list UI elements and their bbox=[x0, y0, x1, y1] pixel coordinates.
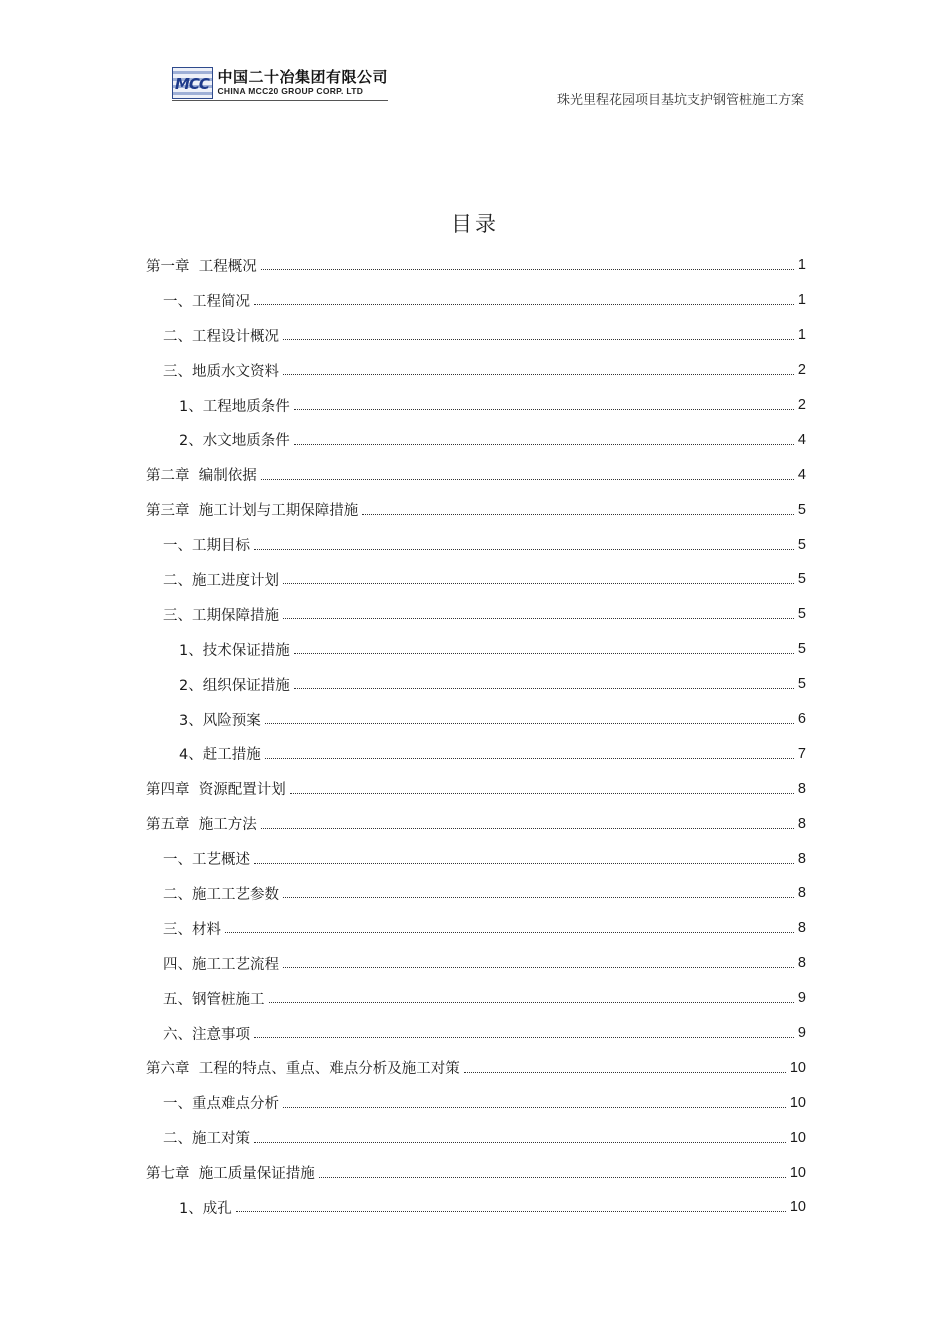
toc-leader-dots bbox=[236, 1210, 786, 1212]
table-of-contents bbox=[146, 248, 806, 1225]
toc-leader-dots bbox=[362, 513, 794, 515]
toc-entry-label: 三、材料 bbox=[163, 921, 221, 938]
toc-entry[interactable] bbox=[146, 283, 806, 318]
toc-entry-label: 四、施工工艺流程 bbox=[163, 956, 279, 973]
toc-entry[interactable] bbox=[146, 946, 806, 981]
toc-entry-page: 9 bbox=[797, 1025, 806, 1042]
toc-entry[interactable] bbox=[146, 876, 806, 911]
toc-entry-label: 一、重点难点分析 bbox=[163, 1096, 279, 1113]
toc-leader-dots bbox=[294, 443, 794, 445]
toc-entry-label: 二、施工对策 bbox=[163, 1131, 250, 1148]
toc-entry[interactable] bbox=[146, 1155, 806, 1190]
toc-leader-dots bbox=[225, 931, 794, 933]
toc-leader-dots bbox=[265, 722, 794, 724]
toc-entry-page: 10 bbox=[789, 1059, 806, 1076]
company-logo bbox=[172, 66, 388, 100]
toc-title: 目录 bbox=[451, 212, 499, 236]
toc-leader-dots bbox=[283, 896, 794, 898]
toc-entry-page: 10 bbox=[789, 1164, 806, 1181]
toc-entry-label: 第五章 施工方法 bbox=[146, 817, 257, 834]
toc-leader-dots bbox=[464, 1071, 786, 1073]
toc-entry[interactable] bbox=[146, 318, 806, 353]
toc-entry-page: 7 bbox=[797, 745, 806, 762]
toc-entry-page: 9 bbox=[797, 990, 806, 1007]
toc-entry-page: 2 bbox=[797, 362, 806, 379]
toc-entry-label: 第六章 工程的特点、重点、难点分析及施工对策 bbox=[146, 1061, 460, 1078]
toc-leader-dots bbox=[261, 478, 794, 480]
toc-entry[interactable] bbox=[146, 388, 806, 423]
toc-entry-label: 2、组织保证措施 bbox=[179, 677, 290, 694]
toc-entry[interactable] bbox=[146, 562, 806, 597]
toc-leader-dots bbox=[254, 1141, 786, 1143]
toc-leader-dots bbox=[254, 548, 794, 550]
toc-entry-label: 3、风险预案 bbox=[179, 712, 261, 729]
toc-entry[interactable] bbox=[146, 1016, 806, 1051]
toc-entry-page: 5 bbox=[797, 676, 806, 693]
toc-entry-label: 第一章 工程概况 bbox=[146, 258, 257, 275]
toc-entry[interactable] bbox=[146, 667, 806, 702]
toc-leader-dots bbox=[254, 862, 794, 864]
toc-entry-page: 4 bbox=[797, 431, 806, 448]
logo-mark-text: MCC bbox=[175, 75, 209, 93]
toc-entry-page: 5 bbox=[797, 536, 806, 553]
toc-entry-label: 三、地质水文资料 bbox=[163, 363, 279, 380]
toc-entry-label: 2、水文地质条件 bbox=[179, 433, 290, 450]
toc-leader-dots bbox=[294, 687, 794, 689]
toc-leader-dots bbox=[294, 652, 794, 654]
toc-entry-label: 4、赶工措施 bbox=[179, 747, 261, 764]
toc-entry[interactable] bbox=[146, 806, 806, 841]
toc-entry-page: 6 bbox=[797, 711, 806, 728]
mcc-logo-icon bbox=[172, 67, 213, 99]
toc-entry-page: 5 bbox=[797, 571, 806, 588]
toc-entry-label: 第二章 编制依据 bbox=[146, 468, 257, 485]
toc-entry-page: 5 bbox=[797, 641, 806, 658]
toc-entry-page: 5 bbox=[797, 606, 806, 623]
toc-leader-dots bbox=[283, 338, 794, 340]
toc-entry[interactable] bbox=[146, 1120, 806, 1155]
toc-entry-page: 8 bbox=[797, 955, 806, 972]
toc-entry-label: 二、施工工艺参数 bbox=[163, 886, 279, 903]
toc-leader-dots bbox=[283, 582, 794, 584]
toc-leader-dots bbox=[290, 792, 794, 794]
toc-entry-page: 5 bbox=[797, 501, 806, 518]
toc-entry[interactable] bbox=[146, 1190, 806, 1225]
toc-entry[interactable] bbox=[146, 1085, 806, 1120]
toc-entry-label: 二、施工进度计划 bbox=[163, 572, 279, 589]
toc-entry-page: 1 bbox=[797, 257, 806, 274]
toc-entry-label: 第七章 施工质量保证措施 bbox=[146, 1166, 315, 1183]
toc-entry-label: 1、工程地质条件 bbox=[179, 398, 290, 415]
document-header-title: 珠光里程花园项目基坑支护钢管桩施工方案 bbox=[556, 93, 804, 108]
toc-entry[interactable] bbox=[146, 702, 806, 737]
toc-leader-dots bbox=[261, 268, 794, 270]
toc-entry-label: 一、工艺概述 bbox=[163, 852, 250, 869]
toc-leader-dots bbox=[319, 1176, 786, 1178]
toc-entry-page: 10 bbox=[789, 1129, 806, 1146]
company-name-en: CHINA MCC20 GROUP CORP. LTD bbox=[217, 86, 364, 96]
toc-entry-label: 三、工期保障措施 bbox=[163, 607, 279, 624]
toc-entry[interactable] bbox=[146, 632, 806, 667]
toc-entry[interactable] bbox=[146, 736, 806, 771]
toc-entry-page: 8 bbox=[797, 920, 806, 937]
toc-entry-label: 六、注意事项 bbox=[163, 1026, 250, 1043]
toc-entry-page: 10 bbox=[789, 1199, 806, 1216]
toc-entry-page: 2 bbox=[797, 397, 806, 413]
toc-leader-dots bbox=[283, 617, 794, 619]
toc-entry-page: 8 bbox=[797, 815, 806, 832]
toc-entry-label: 一、工程简况 bbox=[163, 293, 250, 310]
company-name-cn: 中国二十冶集团有限公司 bbox=[217, 68, 388, 86]
toc-entry-page: 8 bbox=[797, 850, 806, 867]
toc-entry[interactable] bbox=[146, 422, 806, 457]
toc-entry[interactable] bbox=[146, 353, 806, 388]
toc-entry-page: 8 bbox=[797, 885, 806, 902]
toc-leader-dots bbox=[294, 408, 794, 410]
toc-entry[interactable] bbox=[146, 457, 806, 492]
toc-leader-dots bbox=[254, 303, 794, 305]
toc-entry-label: 第三章 施工计划与工期保障措施 bbox=[146, 503, 359, 520]
logo-underline bbox=[172, 100, 388, 101]
toc-leader-dots bbox=[283, 1106, 786, 1108]
toc-entry-label: 五、钢管桩施工 bbox=[163, 991, 265, 1008]
toc-entry[interactable] bbox=[146, 911, 806, 946]
toc-leader-dots bbox=[261, 827, 794, 829]
toc-entry-label: 1、成孔 bbox=[179, 1200, 232, 1217]
toc-entry-label: 1、技术保证措施 bbox=[179, 642, 290, 659]
toc-entry[interactable] bbox=[146, 771, 806, 806]
toc-leader-dots bbox=[283, 373, 794, 375]
toc-entry[interactable] bbox=[146, 248, 806, 283]
toc-entry[interactable] bbox=[146, 841, 806, 876]
toc-entry-page: 1 bbox=[797, 292, 806, 309]
toc-entry[interactable] bbox=[146, 492, 806, 527]
toc-leader-dots bbox=[265, 757, 794, 759]
toc-entry[interactable] bbox=[146, 597, 806, 632]
toc-entry-page: 1 bbox=[797, 327, 806, 344]
toc-entry[interactable] bbox=[146, 1050, 806, 1085]
toc-entry-page: 10 bbox=[789, 1094, 806, 1111]
toc-leader-dots bbox=[269, 1001, 794, 1003]
toc-entry-label: 第四章 资源配置计划 bbox=[146, 782, 286, 799]
toc-leader-dots bbox=[283, 966, 794, 968]
toc-entry-page: 8 bbox=[797, 780, 806, 797]
toc-leader-dots bbox=[254, 1036, 794, 1038]
toc-entry-page: 4 bbox=[797, 466, 806, 483]
toc-entry[interactable] bbox=[146, 527, 806, 562]
toc-entry[interactable] bbox=[146, 981, 806, 1016]
toc-entry-label: 一、工期目标 bbox=[163, 538, 250, 555]
toc-entry-label: 二、工程设计概况 bbox=[163, 328, 279, 345]
